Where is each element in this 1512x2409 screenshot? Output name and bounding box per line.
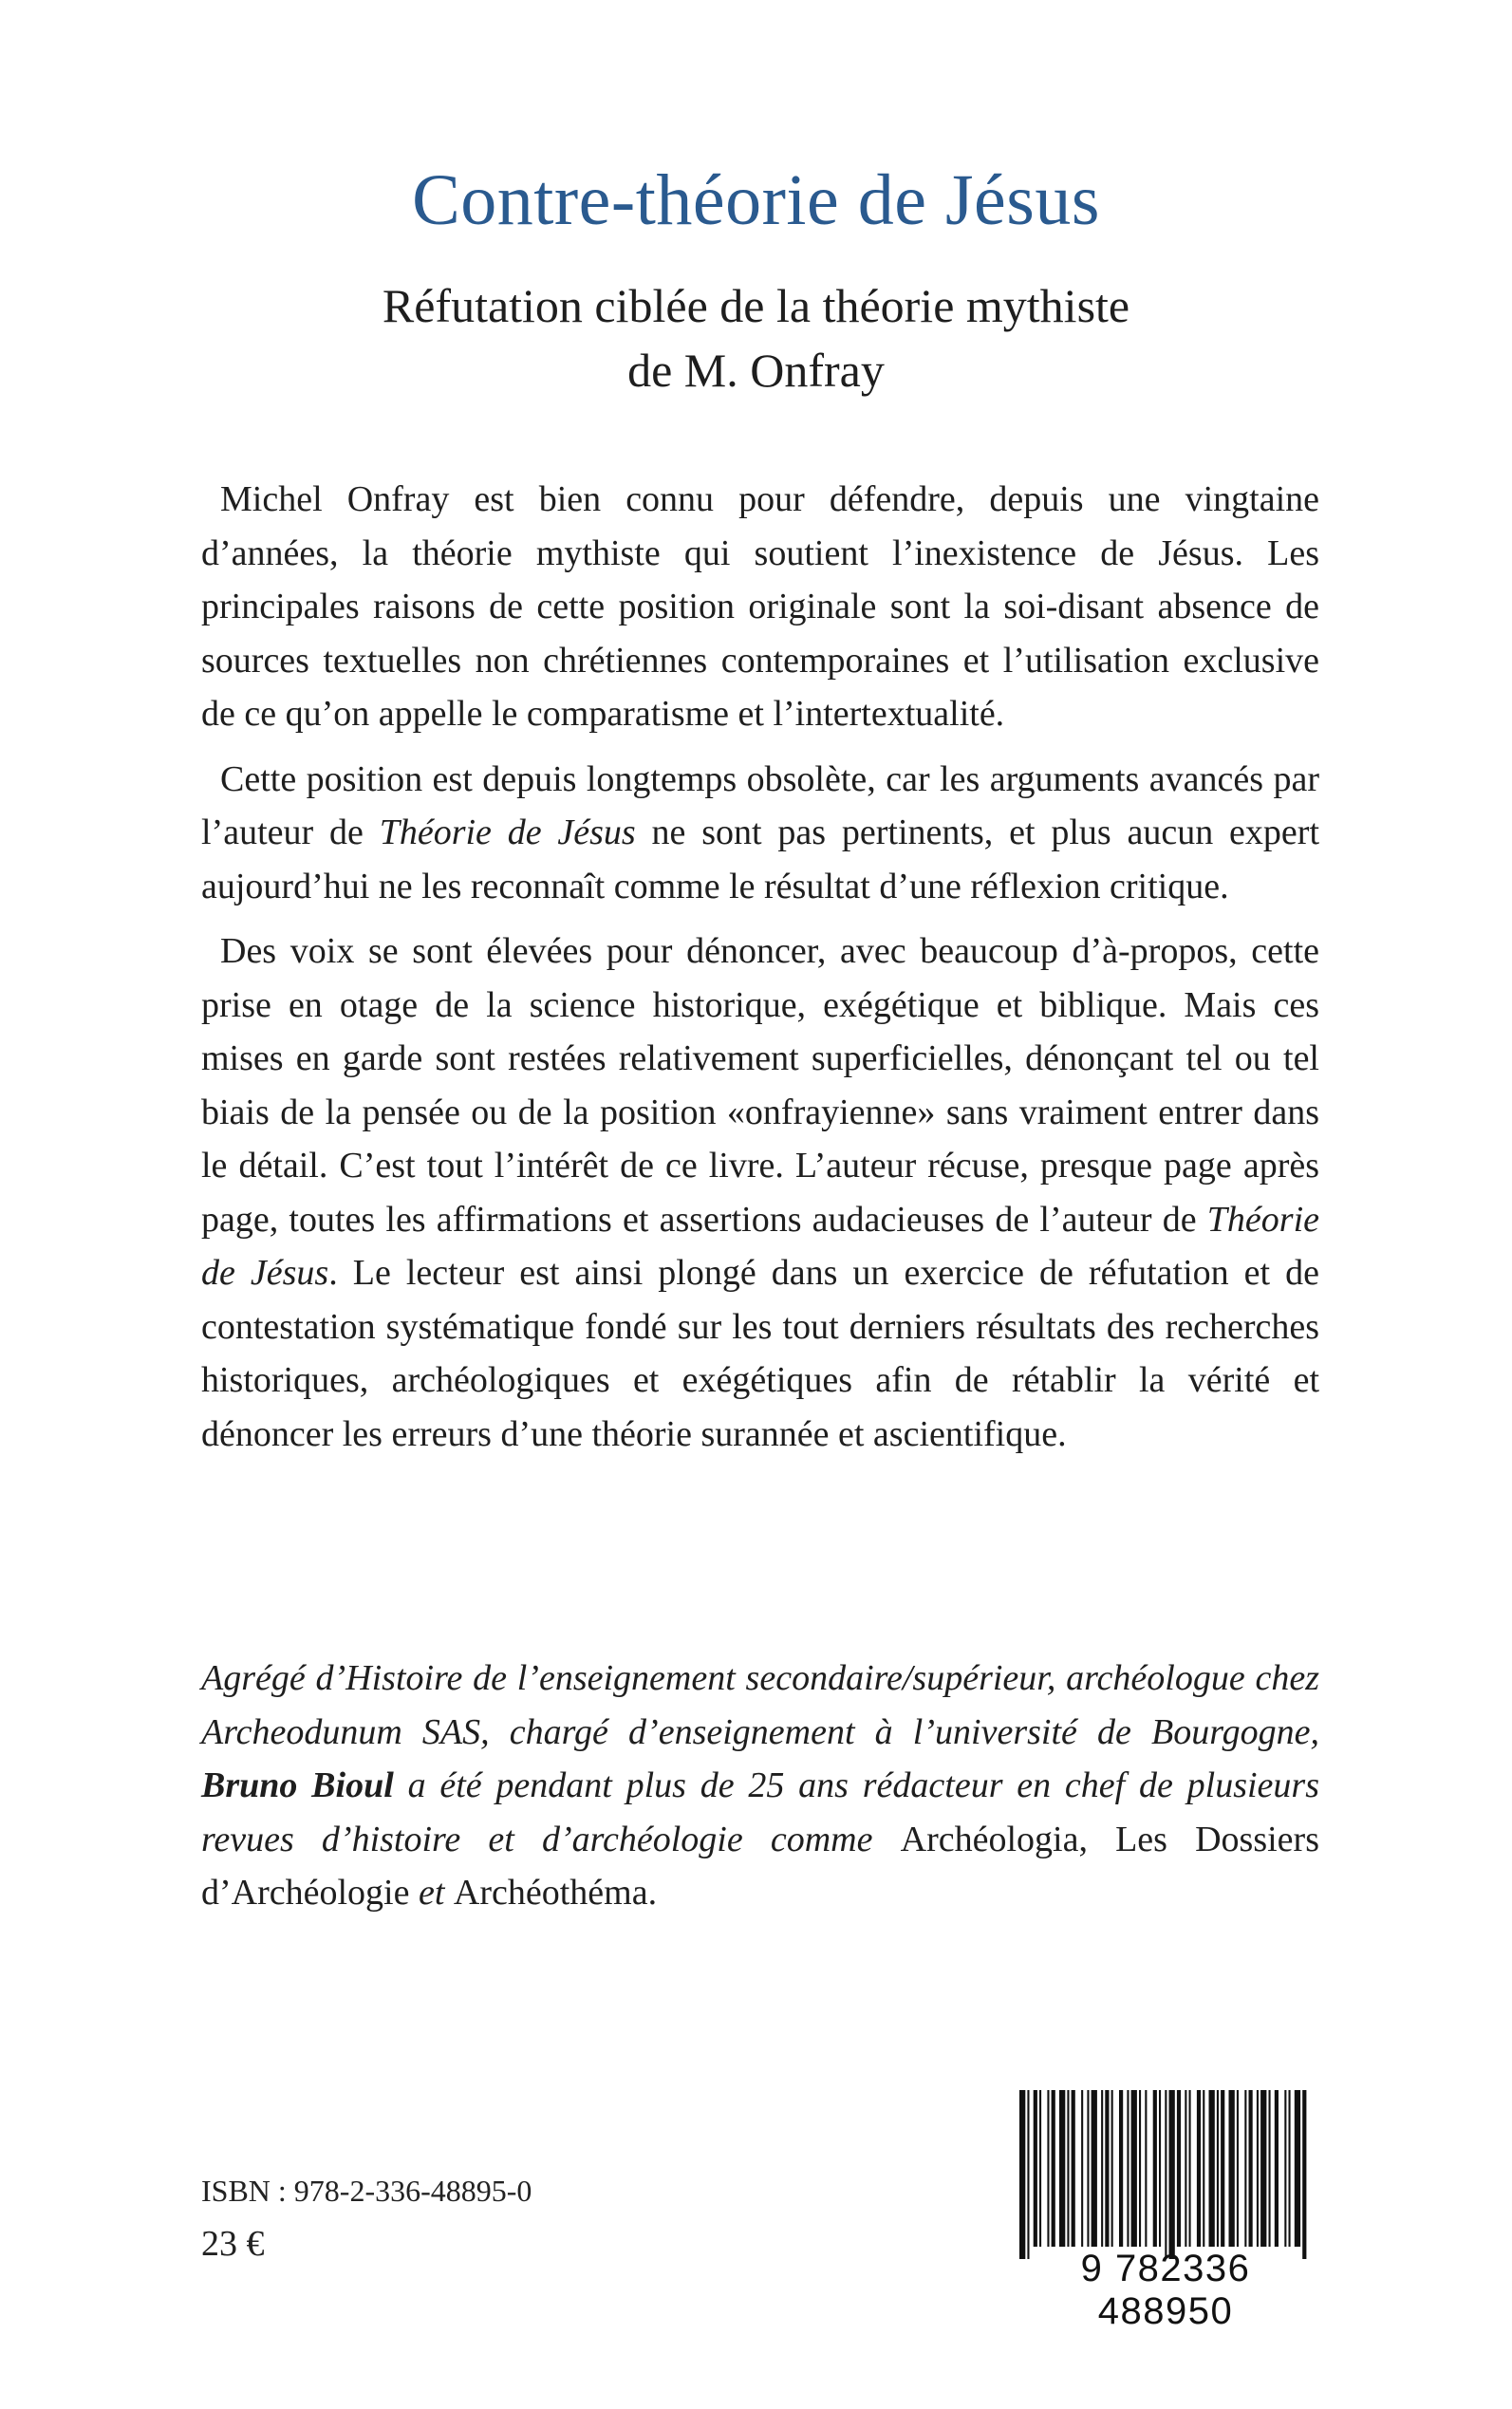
barcode-bar [1165, 2090, 1167, 2259]
bio-text-a: Agrégé d’Histoire de l’enseignement secondaire/supérieur, archéologue chez Archeodunum SAS, chargé d’enseignement à l’université de Bourgogne, [201, 1658, 1319, 1752]
barcode-bar [1131, 2090, 1137, 2247]
barcode-bar [1284, 2090, 1286, 2247]
barcode-bar [1092, 2090, 1097, 2247]
barcode-bar [1039, 2090, 1041, 2247]
blurb-paragraph-1: Michel Onfray est bien connu pour défendre, depuis une vingtaine d’années, la théorie mythiste qui soutient l’inexistence de Jésus. Les principales raisons de cette position originale sont la soi-disant absence de sources textuelles non chrétiennes contemporaines et l’utilisation exclusive de ce qu’on appelle le comparatisme et l’intertextualité. [201, 479, 1319, 734]
barcode-bar [1302, 2090, 1306, 2259]
barcode-bar [1059, 2090, 1065, 2247]
barcode-bar [1034, 2090, 1037, 2247]
bio-text-c: et [409, 1873, 454, 1913]
barcode-bar [1257, 2090, 1259, 2247]
barcode-bar [1295, 2090, 1300, 2247]
barcode-bar [1052, 2090, 1055, 2247]
barcode-bar [1289, 2090, 1291, 2247]
barcode-bar [1081, 2090, 1083, 2247]
barcode-bar [1185, 2090, 1186, 2247]
barcode-bar [1153, 2090, 1157, 2247]
barcode-bar [1119, 2090, 1123, 2247]
barcode-bar [1169, 2090, 1175, 2259]
barcode-bar [1249, 2090, 1253, 2247]
author-bio [201, 1652, 1319, 1920]
barcode-bar [1269, 2090, 1271, 2247]
barcode-bar [1111, 2090, 1113, 2247]
author-name: Bruno Bioul [201, 1765, 394, 1805]
barcode-bar [1139, 2090, 1141, 2247]
barcode-bar [1275, 2090, 1279, 2247]
barcode-bar [1197, 2090, 1201, 2247]
blurb [201, 473, 1319, 1472]
book-reference: Théorie de Jésus [379, 812, 636, 852]
barcode-bar [1105, 2090, 1109, 2247]
book-subtitle [0, 273, 1512, 402]
barcode-bar [1145, 2090, 1147, 2247]
barcode-bar [1217, 2090, 1219, 2247]
barcode-bar [1019, 2090, 1025, 2259]
blurb-p3-text-b: . Le lecteur est ainsi plongé dans un exercice de réfutation et de contestation systématique fondé sur les tout derniers résultats des recherches historiques, archéologiques et exégétiques afin de rétablir la vérité et dénoncer les erreurs d’une théorie surannée et ascientifique. [201, 1253, 1319, 1454]
barcode-bar [1189, 2090, 1191, 2247]
book-title: Contre-théorie de Jésus [412, 160, 1100, 240]
blurb-paragraph-3 [201, 924, 1319, 1461]
barcode-bar [1209, 2090, 1215, 2247]
magazine-names-1: Archéologia, Les Dossiers d’Archéologie [201, 1819, 1319, 1913]
book-reference: Théorie de Jésus [201, 1199, 1319, 1293]
blurb-p3-text-a: Des voix se sont élevées pour dénoncer, avec beaucoup d’à-propos, cette prise en otage de la science historique, exégétique et biblique. Mais ces mises en garde sont restées relativement superficielles, dénonçant tel ou tel biais de la pensée ou de la position «onfrayienne» sans vraiment entrer dans le détail. C’est tout l’intérêt de ce livre. L’auteur récuse, presque page après page, toutes les affirmations et assertions audacieuses de l’auteur de [201, 931, 1319, 1240]
barcode-bar [1237, 2090, 1239, 2247]
barcode-bar [1159, 2090, 1161, 2247]
barcode-bar [1067, 2090, 1069, 2247]
subtitle-line-2: de M. Onfray [627, 344, 885, 397]
barcode-bar [1072, 2090, 1075, 2247]
subtitle-line-1: Réfutation ciblée de la théorie mythiste [382, 279, 1130, 332]
barcode-digits: 9 782336 488950 [1080, 2248, 1251, 2332]
barcode-bar [1244, 2090, 1246, 2247]
barcode-bar [1229, 2090, 1235, 2247]
barcode-bar [1047, 2090, 1049, 2247]
bio-text-b: a été pendant plus de 25 ans rédacteur en chef de plusieurs revues d’histoire et d’archéologie comme [201, 1765, 1319, 1859]
isbn: ISBN : 978-2-336-48895-0 [201, 2174, 532, 2208]
barcode-bar [1087, 2090, 1089, 2247]
blurb-paragraph-2 [201, 753, 1319, 914]
barcode-bar [1177, 2090, 1181, 2247]
barcode-bar [1260, 2090, 1266, 2247]
barcode-bar [1101, 2090, 1103, 2247]
barcode-bar [1027, 2090, 1029, 2259]
barcode-bar [1221, 2090, 1224, 2247]
barcode-bar [1127, 2090, 1129, 2247]
magazine-names-2: Archéothéma. [453, 1873, 658, 1913]
blurb-p2-text-a: Cette position est depuis longtemps obsolète, car les arguments avancés par l’auteur de [201, 758, 1319, 852]
barcode-bar [1203, 2090, 1204, 2247]
price: 23 € [201, 2224, 265, 2264]
blurb-p2-text-b: ne sont pas pertinents, et plus aucun expert aujourd’hui ne les reconnaît comme le résultat d’une réflexion critique. [201, 812, 1319, 906]
